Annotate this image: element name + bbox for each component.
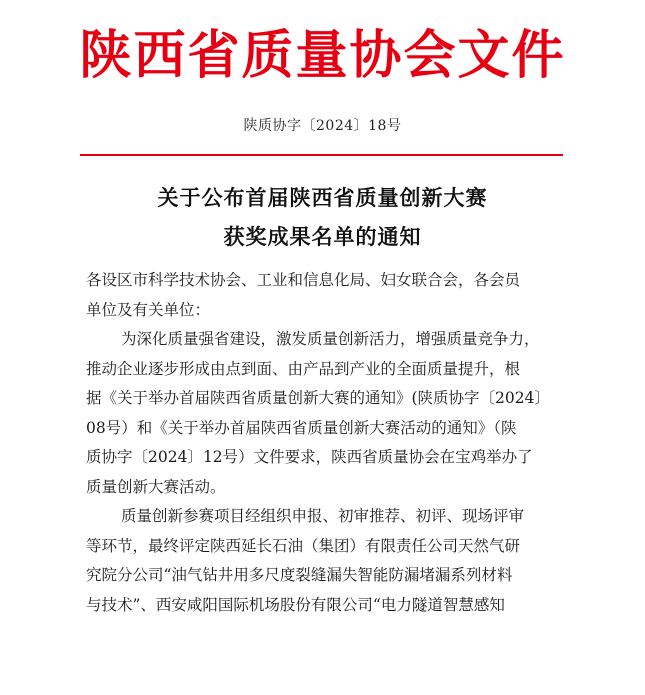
paragraph-1-line-4: 08号）和《关于举办首届陕西省质量创新大赛活动的通知》（陕	[86, 418, 517, 437]
body-paragraph-1	[86, 325, 570, 502]
document-number: 陕质协字〔2024〕18号	[243, 118, 402, 134]
paragraph-1-line-5: 质协字〔2024〕12号）文件要求，陕西省质量协会在宝鸡举办了	[86, 448, 533, 466]
paragraph-2-line-2: 等环节，最终评定陕西延长石油（集团）有限责任公司天然气研	[86, 536, 521, 555]
paragraph-1-line-1: 为深化质量强省建设，激发质量创新活力，增强质量竞争力，	[121, 330, 540, 348]
notice-title-line-1: 关于公布首届陕西省质量创新大赛	[157, 186, 488, 210]
paragraph-1-line-6: 质量创新大赛活动。	[86, 477, 226, 496]
salutation-paragraph	[86, 266, 570, 325]
masthead-title: 陕西省质量协会文件	[79, 26, 566, 86]
body-paragraph-2	[86, 502, 570, 620]
salutation-line-1: 各设区市科学技术协会、工业和信息化局、妇女联合会，各会员	[86, 271, 521, 289]
notice-title-line-2: 获奖成果名单的通知	[223, 225, 422, 249]
red-divider-line	[80, 154, 563, 156]
paragraph-1-line-2: 推动企业逐步形成由点到面、由产品到产业的全面质量提升，根	[86, 359, 521, 378]
paragraph-1-line-3: 据《关于举办首届陕西省质量创新大赛的通知》(陕质协字〔2024〕	[86, 389, 550, 407]
salutation-line-2: 单位及有关单位：	[86, 300, 211, 319]
paragraph-2-line-3: 究院分公司“油气钻井用多尺度裂缝漏失智能防漏堵漏系列材料	[86, 566, 513, 584]
paragraph-2-line-1: 质量创新参赛项目经组织申报、初审推荐、初评、现场评审	[121, 507, 525, 525]
notice-body	[86, 266, 570, 620]
paragraph-2-line-4: 与技术”、西安咸阳国际机场股份有限公司“电力隧道智慧感知	[86, 595, 505, 614]
